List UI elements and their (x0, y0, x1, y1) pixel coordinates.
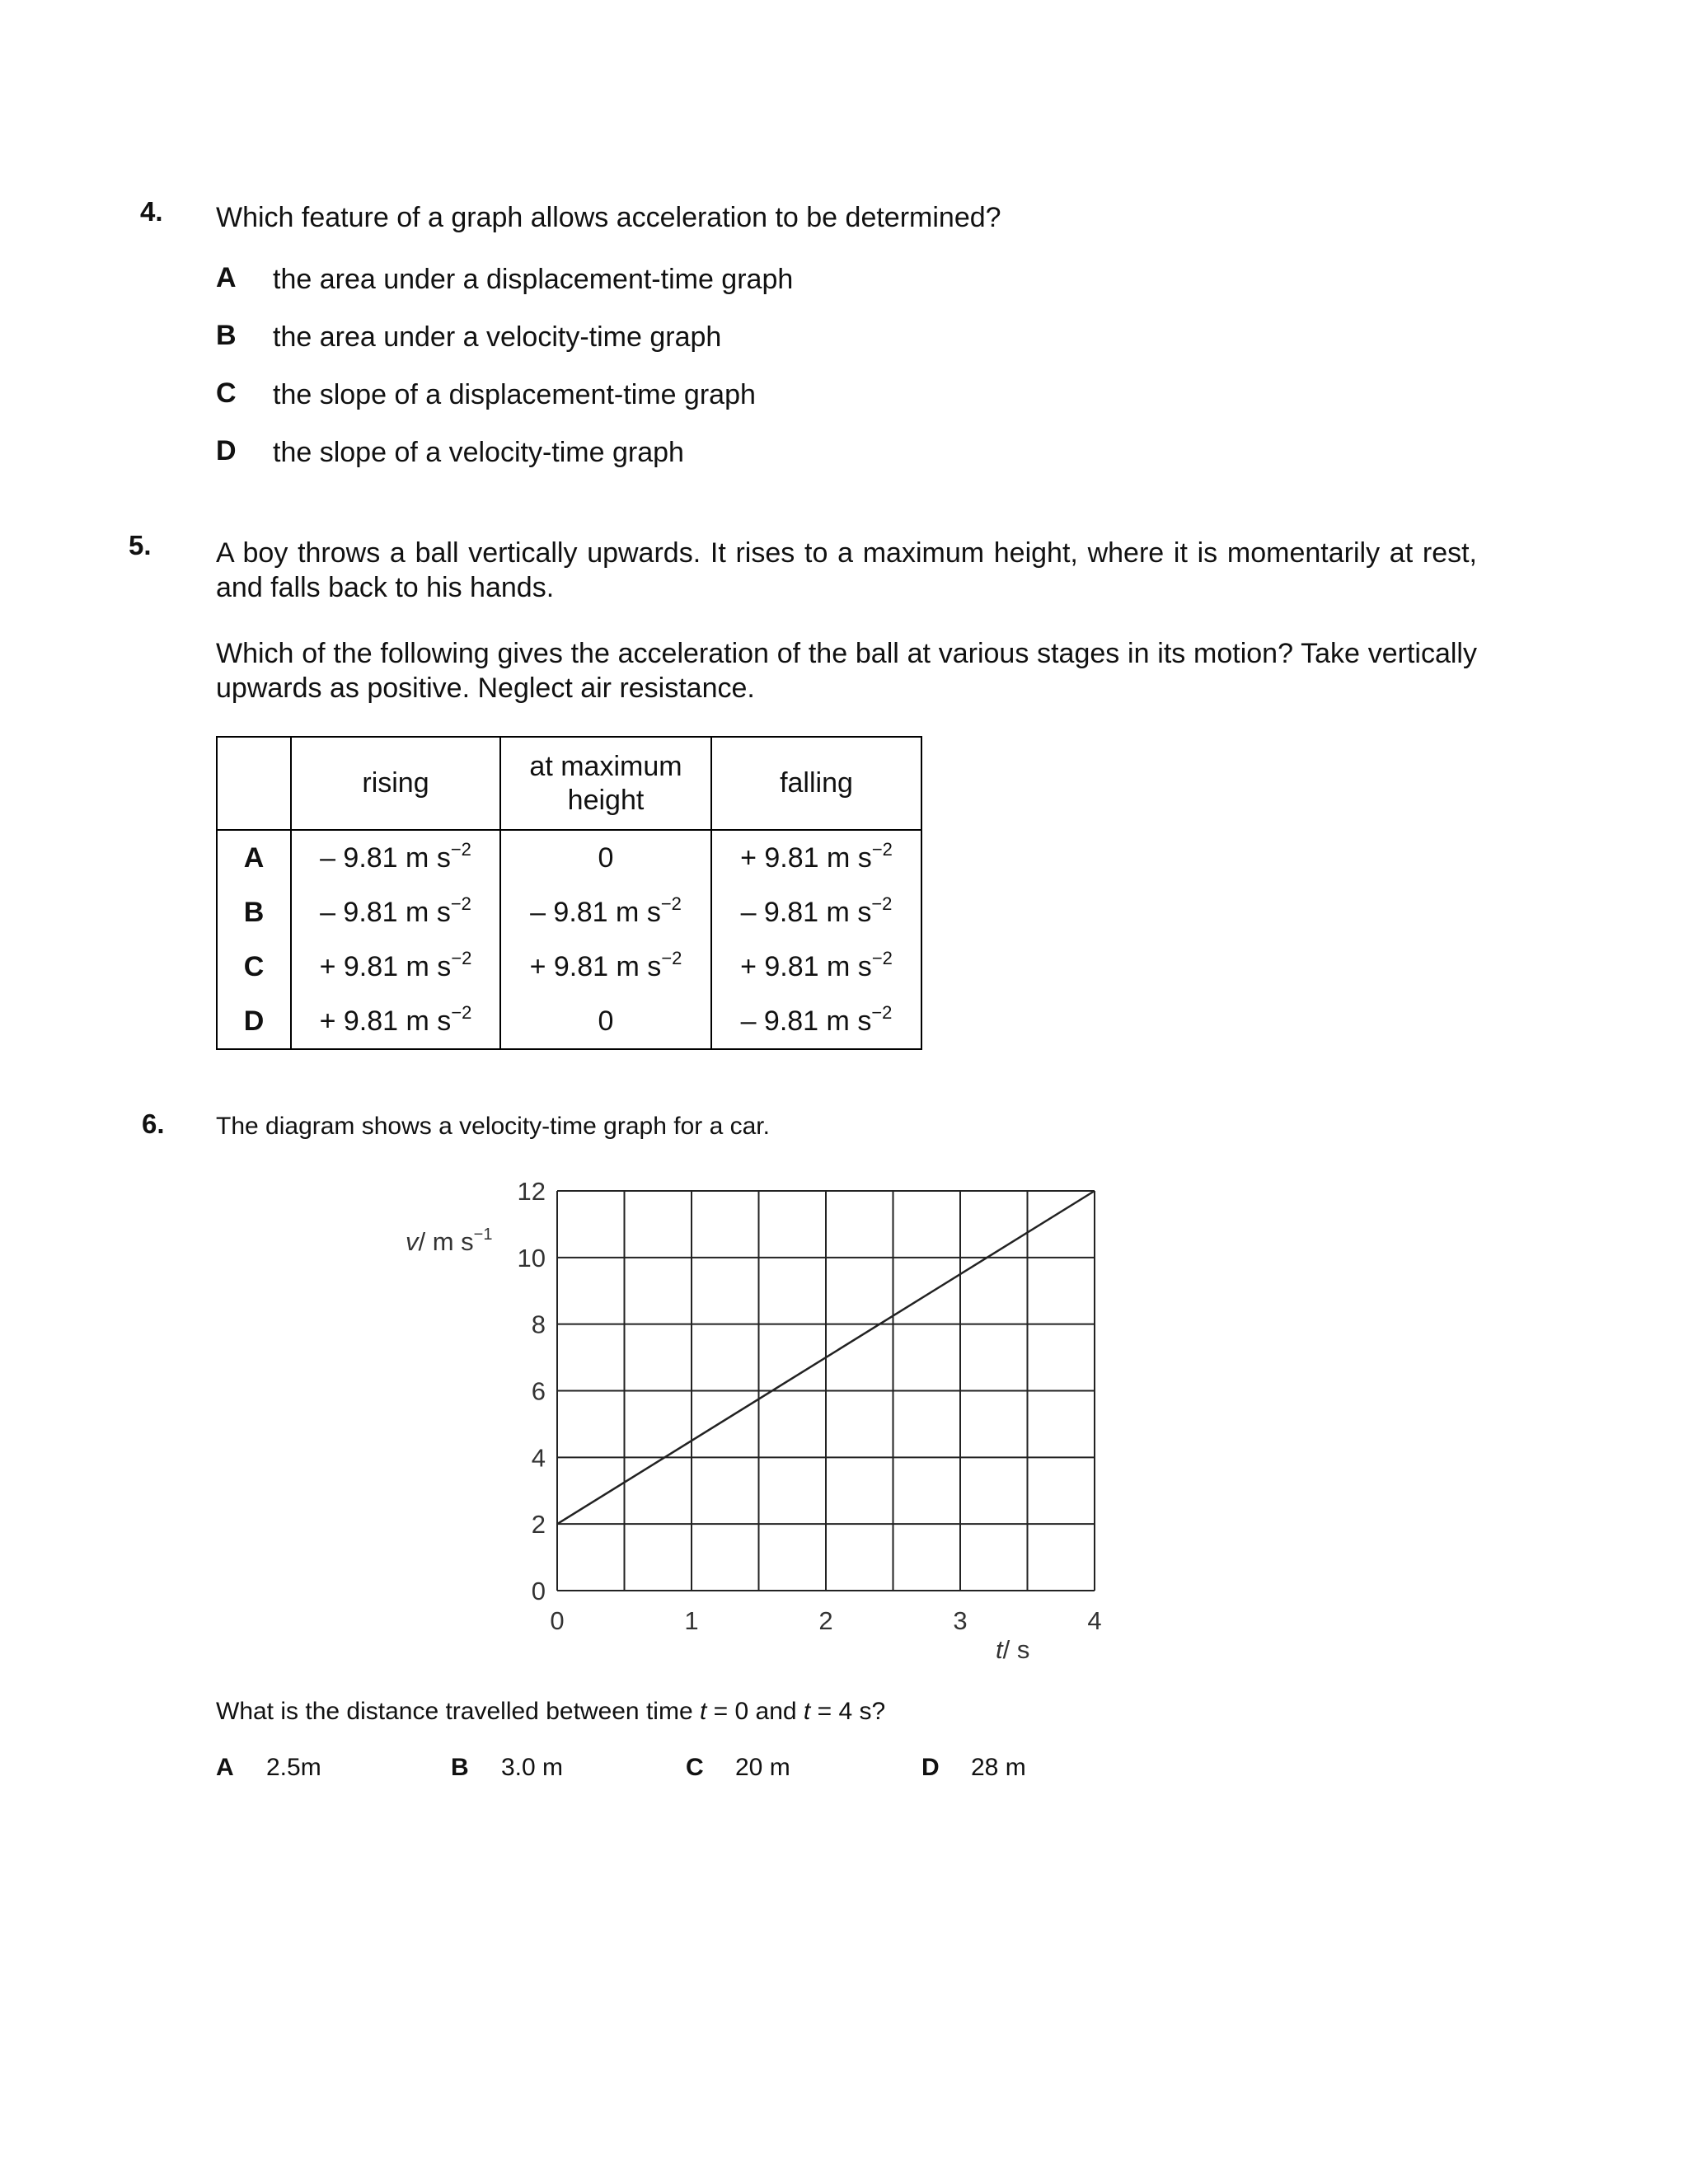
header-at-maximum-height (500, 737, 711, 830)
answer-d-text: 28 m (971, 1754, 1026, 1781)
x-tick-label: 3 (953, 1606, 968, 1635)
option-b-letter: B (216, 320, 237, 351)
y-tick-label: 12 (517, 1177, 546, 1206)
y-tick-label: 0 (531, 1577, 546, 1605)
row-label: D (217, 994, 291, 1049)
header-rising: rising (291, 737, 500, 830)
table-row (217, 885, 921, 940)
table-row (217, 994, 921, 1049)
y-axis-label: v/ m $s^{-1}$ (406, 1226, 493, 1256)
acceleration-table (216, 736, 922, 1050)
option-a-letter: A (216, 262, 237, 293)
table-row (217, 940, 921, 994)
answer-c-letter: C (686, 1754, 704, 1781)
table-header-row (217, 737, 921, 830)
answer-b-text: 3.0 m (501, 1754, 564, 1781)
question-6-number: 6. (142, 1108, 165, 1139)
y-tick-label: 4 (531, 1443, 546, 1473)
answer-b-letter: B (451, 1754, 469, 1781)
cell-falling: – 9.81 m $s^{-2}$ (711, 885, 921, 940)
cell-rising: – 9.81 m $s^{-2}$ (291, 830, 500, 885)
question-6-text: The diagram shows a velocity-time graph for a car. (216, 1113, 770, 1140)
cell-max: + 9.81 m $s^{-2}$ (500, 940, 711, 994)
option-c-text: the slope of a displacement-time graph (273, 379, 756, 410)
y-tick-label: 2 (531, 1510, 546, 1540)
table-row (217, 830, 921, 885)
question-4-text: Which feature of a graph allows acceleration to be determined? (216, 202, 1001, 233)
question-5-number: 5. (129, 530, 152, 560)
option-d-letter: D (216, 435, 237, 466)
cell-falling: – 9.81 m $s^{-2}$ (711, 994, 921, 1049)
cell-rising: + 9.81 m $s^{-2}$ (291, 940, 500, 994)
x-axis-label: t/ s (996, 1635, 1030, 1664)
x-tick-label: 2 (818, 1606, 833, 1635)
row-label: B (217, 885, 291, 940)
x-tick-label: 1 (684, 1606, 699, 1635)
cell-max: 0 (500, 830, 711, 885)
option-c-letter: C (216, 377, 237, 409)
cell-max: 0 (500, 994, 711, 1049)
question-5-para1: A boy throws a ball vertically upwards. It rises to a maximum height, where it is momentarily at rest, and falls back to his hands. (216, 537, 1477, 603)
y-tick-label: 6 (531, 1376, 546, 1406)
cell-falling: + 9.81 m $s^{-2}$ (711, 830, 921, 885)
velocity-time-graph (379, 1158, 1137, 1677)
graph-grid (557, 1191, 1095, 1591)
header-falling: falling (711, 737, 921, 830)
header-at-maximum-line1: at maximum (529, 750, 682, 782)
cell-falling: + 9.81 m $s^{-2}$ (711, 940, 921, 994)
row-label: C (217, 940, 291, 994)
graph-tick-labels (518, 1177, 1102, 1635)
cell-rising: – 9.81 m $s^{-2}$ (291, 885, 500, 940)
answer-c-text: 20 m (735, 1754, 790, 1781)
option-b-text: the area under a velocity-time graph (273, 321, 722, 353)
x-tick-label: 0 (550, 1606, 565, 1635)
answer-a-text: 2.5m (266, 1754, 321, 1781)
table-corner-cell (217, 737, 291, 830)
answer-a-letter: A (216, 1754, 234, 1781)
question-6-prompt: What is the distance travelled between time t = 0 and t = 4 s? (216, 1698, 886, 1725)
cell-max: – 9.81 m $s^{-2}$ (500, 885, 711, 940)
option-d-text: the slope of a velocity-time graph (273, 437, 684, 468)
x-tick-label: 4 (1087, 1606, 1102, 1635)
option-a-text: the area under a displacement-time graph (273, 264, 794, 295)
answer-d-letter: D (921, 1754, 940, 1781)
question-5-para2: Which of the following gives the acceleration of the ball at various stages in its motion? Take vertically upwards as positive. Neglect air resistance. (216, 638, 1477, 704)
cell-rising: + 9.81 m $s^{-2}$ (291, 994, 500, 1049)
question-4-number: 4. (140, 196, 163, 227)
row-label: A (217, 830, 291, 885)
header-at-maximum-line2: height (567, 784, 645, 816)
y-tick-label: 8 (531, 1310, 546, 1339)
y-tick-label: 10 (517, 1243, 546, 1272)
